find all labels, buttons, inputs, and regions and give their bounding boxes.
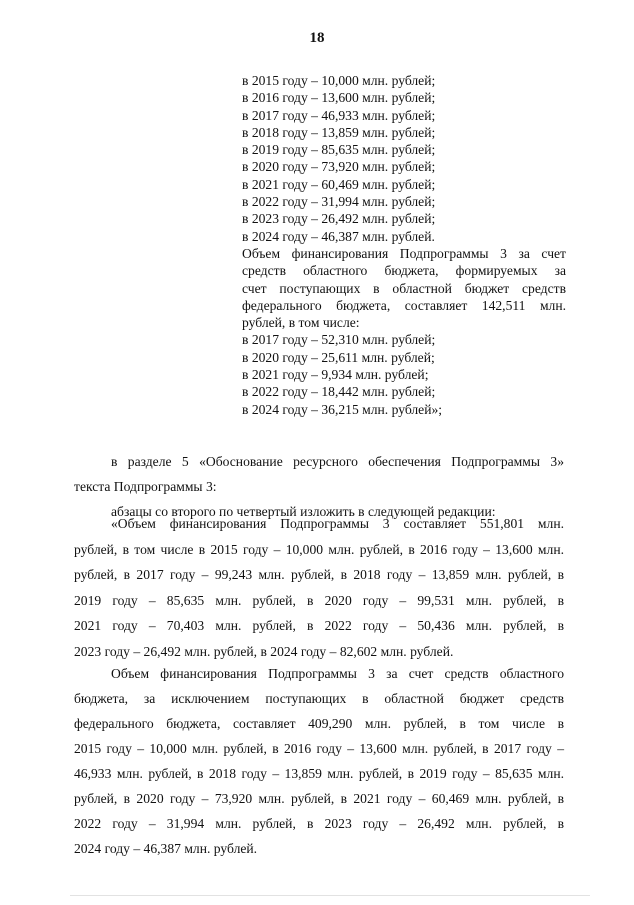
section-heading-line: текста Подпрограммы 3: xyxy=(74,479,217,494)
paragraph-line: Объем финансирования Подпрограммы 3 за счет средств областного xyxy=(111,666,564,681)
paragraph-line: 2021 году – 70,403 млн. рублей, в 2022 году – 50,436 млн. рублей, в xyxy=(74,618,564,633)
paragraph-line: федерального бюджета, составляет 142,511 млн. xyxy=(242,297,566,313)
list-item: в 2020 году – 73,920 млн. рублей; xyxy=(242,159,436,175)
paragraph-line: бюджета, за исключением поступающих в областной бюджет средств xyxy=(74,691,564,706)
paragraph-line: 2023 году – 26,492 млн. рублей, в 2024 году – 82,602 млн. рублей. xyxy=(74,643,454,659)
paragraph-line: Объем финансирования Подпрограммы 3 за счет xyxy=(242,245,566,261)
list-item: в 2024 году – 46,387 млн. рублей. xyxy=(242,228,435,244)
paragraph-line: 2022 году – 31,994 млн. рублей, в 2023 году – 26,492 млн. рублей, в xyxy=(74,816,564,831)
paragraph-line: средств областного бюджета, формируемых за xyxy=(242,263,566,279)
list-item: в 2017 году – 46,933 млн. рублей; xyxy=(242,107,436,123)
list-item: в 2021 году – 9,934 млн. рублей; xyxy=(242,367,429,383)
list-item: в 2023 году – 26,492 млн. рублей; xyxy=(242,211,436,227)
paragraph-line: «Объем финансирования Подпрограммы 3 составляет 551,801 млн. xyxy=(111,516,564,531)
paragraph-line: 2015 году – 10,000 млн. рублей, в 2016 году – 13,600 млн. рублей, в 2017 году – xyxy=(74,741,564,756)
paragraph-line: 46,933 млн. рублей, в 2018 году – 13,859 млн. рублей, в 2019 году – 85,635 млн. xyxy=(74,766,564,781)
paragraph-line: рублей, в 2017 году – 99,243 млн. рублей, в 2018 году – 13,859 млн. рублей, в xyxy=(74,567,564,582)
list-item: в 2017 году – 52,310 млн. рублей; xyxy=(242,332,436,348)
funding-list-column xyxy=(242,72,566,418)
yearly-funding-list-b xyxy=(242,331,566,417)
section-heading-line: в разделе 5 «Обоснование ресурсного обеспечения Подпрограммы 3» xyxy=(111,454,564,469)
list-item: в 2021 году – 60,469 млн. рублей; xyxy=(242,176,436,192)
paragraph-line: 2024 году – 46,387 млн. рублей. xyxy=(74,841,258,856)
list-item: в 2015 году – 10,000 млн. рублей; xyxy=(242,73,436,88)
paragraph-line: рублей, в том числе: xyxy=(242,315,360,331)
list-item: в 2016 году – 13,600 млн. рублей; xyxy=(242,90,436,106)
paragraph-line: 2019 году – 85,635 млн. рублей, в 2020 году – 99,531 млн. рублей, в xyxy=(74,592,564,608)
instruction-line: абзацы со второго по четвертый изложить в следующей редакции: xyxy=(111,504,496,519)
federal-funding-paragraph xyxy=(242,245,566,331)
page-number: 18 xyxy=(309,30,325,46)
yearly-funding-list-a xyxy=(242,72,566,245)
paragraph-line: рублей, в том числе в 2015 году – 10,000 млн. рублей, в 2016 году – 13,600 млн. xyxy=(74,541,564,557)
page-edge-divider xyxy=(70,895,590,896)
list-item: в 2022 году – 31,994 млн. рублей; xyxy=(242,194,436,210)
list-item: в 2018 году – 13,859 млн. рублей; xyxy=(242,124,436,140)
paragraph-regional-funding xyxy=(74,661,564,861)
paragraph-line: федерального бюджета, составляет 409,290 млн. рублей, в том числе в xyxy=(74,716,564,731)
list-item: в 2019 году – 85,635 млн. рублей; xyxy=(242,142,436,158)
list-item: в 2022 году – 18,442 млн. рублей; xyxy=(242,384,436,400)
paragraph-total-funding xyxy=(74,511,564,664)
list-item: в 2020 году – 25,611 млн. рублей; xyxy=(242,349,435,365)
list-item: в 2024 году – 36,215 млн. рублей»; xyxy=(242,401,443,417)
paragraph-line: рублей, в 2020 году – 73,920 млн. рублей, в 2021 году – 60,469 млн. рублей, в xyxy=(74,791,564,806)
paragraph-line: счет поступающих в областной бюджет средств xyxy=(242,280,566,296)
